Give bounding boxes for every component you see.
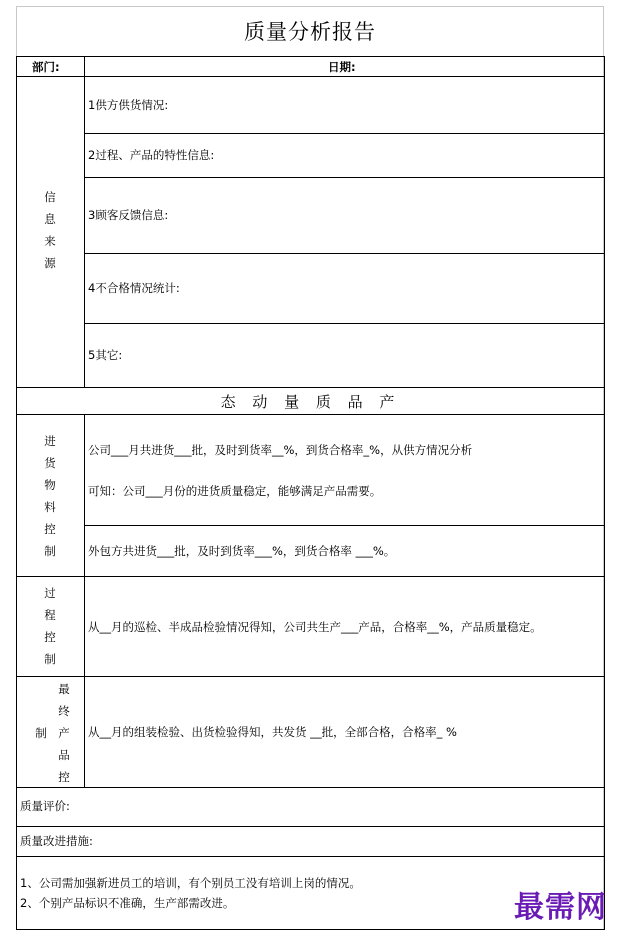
final-control-label: 最 终 制 产 品 控 [35,682,70,784]
divider [16,856,605,857]
measure-item-2: 2、个别产品标识不准确，生产部需改进。 [20,896,235,910]
incoming-control-label: 进 货 物 料 控 制 [44,434,56,558]
info-item-other: 5其它: [88,348,123,362]
table-border-right [604,56,605,930]
watermark-logo: 最需网 [514,890,607,925]
process-control-label: 过 程 控 制 [44,586,56,666]
column-divider [84,56,85,388]
final-line: 从__月的组装检验、出货检验得知，共发货 __批，全部合格，合格率_ % [88,725,457,739]
measure-item-1: 1、公司需加强新进员工的培训，有个别员工没有培训上岗的情况。 [20,876,361,890]
column-divider [84,414,85,787]
improvement-measures-label: 质量改进措施: [20,834,93,848]
divider [16,929,605,930]
page-frame [16,6,604,930]
divider [16,76,605,77]
divider [16,56,605,57]
process-line: 从__月的巡检、半成品检验情况得知，公司共生产___产品，合格率__%，产品质量稳定。 [88,620,542,634]
report-title: 质量分析报告 [244,20,376,44]
divider [16,826,605,827]
divider [85,323,605,324]
divider [85,177,605,178]
info-source-label: 信 息 来 源 [44,190,56,270]
divider [16,414,605,415]
info-item-nonconformity: 4不合格情况统计: [88,281,180,295]
incoming-line-1: 公司___月共进货___批，及时到货率__%，到货合格率_%，从供方情况分析 [88,443,473,457]
info-item-supplier: 1供方供货情况: [88,98,169,112]
incoming-line-2: 可知：公司___月份的进货质量稳定，能够满足产品需要。 [88,484,382,498]
info-item-process: 2过程、产品的特性信息: [88,148,215,162]
date-label: 日期: [328,60,356,74]
table-border-left [16,56,17,930]
divider [85,133,605,134]
divider [85,525,605,526]
info-item-customer: 3顾客反馈信息: [88,208,169,222]
quality-evaluation-label: 质量评价: [20,799,70,813]
divider [16,576,605,577]
dynamics-heading: 态 动 量 质 品 产 [220,392,401,411]
outsourced-line: 外包方共进货___批，及时到货率___%，到货合格率 ___%。 [88,544,396,558]
department-label: 部门: [32,60,60,74]
divider [85,253,605,254]
divider [16,787,605,788]
divider [16,676,605,677]
